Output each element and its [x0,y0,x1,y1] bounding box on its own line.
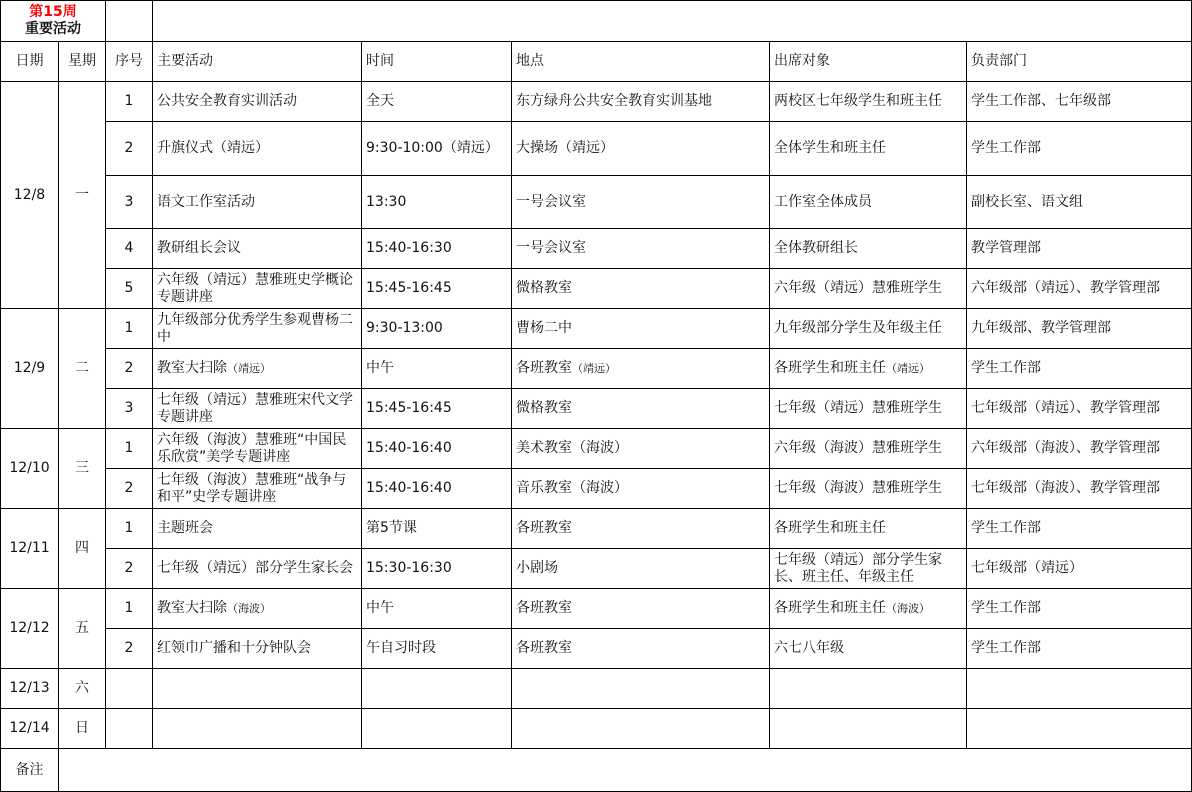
time-text: 午自习时段 [366,640,436,656]
place-text: 微格教室 [516,400,572,416]
place-cell [512,469,770,509]
time-cell [362,122,512,176]
place-text: 音乐教室（海波） [516,480,628,496]
activity-cell [153,469,362,509]
attendees-cell [770,429,967,469]
attendees-cell [770,82,967,122]
time-cell [362,509,512,549]
place-cell [512,429,770,469]
date-cell: 12/9 [1,309,59,429]
number-cell: 1 [106,589,153,629]
place-text: 一号会议室 [516,193,586,210]
weekday-cell: 二 [59,309,106,429]
place-text: 美术教室（海波） [516,440,628,456]
activity-cell [153,269,362,309]
time-text: 13:30 [366,193,407,210]
date-cell: 12/14 [1,709,59,749]
attendees-cell [770,669,967,709]
table-row [1,82,1192,122]
header-date: 日期 [1,42,59,82]
attendees-text: 工作室全体成员 [774,193,872,210]
attendees-cell [770,309,967,349]
dept-text: 学生工作部 [971,520,1041,536]
dept-text: 六年级部（海波）、教学管理部 [971,440,1160,456]
number-cell: 4 [106,229,153,269]
time-cell [362,269,512,309]
place-cell [512,509,770,549]
attendees-text: 两校区七年级学生和班主任 [774,93,942,109]
activity-text: 升旗仪式（靖远） [157,140,269,156]
number-cell: 2 [106,122,153,176]
remarks-value [59,749,1192,792]
activity-cell [153,429,362,469]
place-cell [512,389,770,429]
dept-cell [967,549,1192,589]
table-row [1,269,1192,309]
attendees-text: 九年级部分学生及年级主任 [774,320,942,336]
place-text: 大操场（靖远） [516,140,614,156]
time-cell [362,82,512,122]
table-row [1,549,1192,589]
table-row [1,229,1192,269]
time-cell [362,549,512,589]
place-cell [512,269,770,309]
attendees-text: 六年级（海波）慧雅班学生 [774,440,942,456]
place-text: 各班教室 [516,360,572,376]
title-row [1,1,1192,42]
place-cell [512,589,770,629]
dept-cell [967,509,1192,549]
header-time: 时间 [362,42,512,82]
attendees-cell [770,349,967,389]
weekday-cell: 四 [59,509,106,589]
time-cell [362,709,512,749]
activity-text: 主题班会 [157,520,213,536]
dept-text: 学生工作部 [971,360,1041,376]
place-cell [512,629,770,669]
activity-cell [153,229,362,269]
attendees-text: 全体教研组长 [774,240,858,256]
date-cell: 12/8 [1,82,59,309]
table-row [1,589,1192,629]
attendees-text: 七年级（靖远）部分学生家长、班主任、年级主任 [774,551,942,585]
number-cell: 2 [106,349,153,389]
activity-cell [153,509,362,549]
activity-text: 七年级（靖远）部分学生家长会 [157,560,353,576]
activity-text: 教研组长会议 [157,240,241,256]
place-cell [512,176,770,229]
time-text: 9:30-13:00 [366,320,443,336]
table-row [1,349,1192,389]
weekday-cell: 六 [59,669,106,709]
number-cell: 2 [106,629,153,669]
time-cell [362,229,512,269]
time-cell [362,469,512,509]
dept-text: 九年级部、教学管理部 [971,320,1111,336]
attendees-cell [770,509,967,549]
activity-cell [153,549,362,589]
number-cell [106,709,153,749]
activity-cell [153,122,362,176]
dept-text: 学生工作部 [971,600,1041,616]
place-text: 小剧场 [516,560,558,576]
activity-cell [153,709,362,749]
time-text: 15:45-16:45 [366,400,452,416]
activity-text: 教室大扫除 [157,600,227,616]
dept-cell [967,229,1192,269]
dept-cell [967,669,1192,709]
table-title: 重要活动 [25,21,81,37]
attendees-note: （海波） [886,602,930,615]
dept-text: 学生工作部 [971,140,1041,156]
time-text: 15:40-16:30 [366,240,452,256]
dept-text: 七年级部（靖远） [971,560,1083,576]
header-attendees: 出席对象 [770,42,967,82]
header-number: 序号 [106,42,153,82]
place-cell [512,709,770,749]
table-row [1,469,1192,509]
activity-cell [153,349,362,389]
dept-cell [967,709,1192,749]
attendees-cell [770,589,967,629]
attendees-text: 各班学生和班主任 [774,360,886,376]
weekday-cell: 三 [59,429,106,509]
remarks-row [1,749,1192,792]
dept-text: 七年级部（靖远）、教学管理部 [971,400,1160,416]
attendees-note: （靖远） [886,362,930,375]
dept-cell [967,469,1192,509]
number-cell: 3 [106,389,153,429]
dept-cell [967,629,1192,669]
header-activity: 主要活动 [153,42,362,82]
header-place: 地点 [512,42,770,82]
time-text: 全天 [366,93,394,109]
table-row [1,389,1192,429]
time-cell [362,176,512,229]
table-row [1,509,1192,549]
place-text: 东方绿舟公共安全教育实训基地 [516,93,712,109]
place-note: （靖远） [572,362,616,375]
activity-text: 红领巾广播和十分钟队会 [157,640,311,656]
place-text: 各班教室 [516,640,572,656]
number-cell [106,669,153,709]
dept-cell [967,429,1192,469]
time-text: 9:30-10:00（靖远） [366,140,499,156]
place-text: 各班教室 [516,600,572,616]
table-row [1,309,1192,349]
attendees-cell [770,469,967,509]
place-text: 微格教室 [516,280,572,296]
activity-note: （海波） [227,602,271,615]
header-weekday: 星期 [59,42,106,82]
place-cell [512,122,770,176]
dept-cell [967,82,1192,122]
place-cell [512,82,770,122]
date-cell: 12/10 [1,429,59,509]
activity-cell [153,176,362,229]
remarks-label: 备注 [1,749,59,792]
activity-cell [153,82,362,122]
activity-cell [153,629,362,669]
table-row [1,669,1192,709]
dept-cell [967,269,1192,309]
activity-note: （靖远） [227,362,271,375]
activity-cell [153,589,362,629]
table-row [1,709,1192,749]
place-cell [512,229,770,269]
attendees-cell [770,549,967,589]
activity-text: 公共安全教育实训活动 [157,93,297,109]
time-text: 15:30-16:30 [366,560,452,576]
attendees-text: 七年级（海波）慧雅班学生 [774,480,942,496]
dept-text: 学生工作部、七年级部 [971,93,1111,109]
time-cell [362,349,512,389]
number-cell: 2 [106,549,153,589]
attendees-cell [770,122,967,176]
attendees-cell [770,629,967,669]
activity-cell [153,389,362,429]
table-row [1,122,1192,176]
date-cell: 12/12 [1,589,59,669]
number-cell: 1 [106,309,153,349]
time-cell [362,309,512,349]
activity-text: 六年级（靖远）慧雅班史学概论专题讲座 [157,271,353,305]
time-cell [362,629,512,669]
week-title-cell [1,1,106,42]
attendees-text: 六年级（靖远）慧雅班学生 [774,280,942,296]
number-cell: 1 [106,509,153,549]
time-cell [362,389,512,429]
date-cell: 12/11 [1,509,59,589]
table-row [1,429,1192,469]
dept-cell [967,122,1192,176]
dept-text: 副校长室、语文组 [971,193,1083,210]
empty-cell [106,1,153,42]
activity-text: 语文工作室活动 [157,193,255,210]
place-cell [512,309,770,349]
place-cell [512,669,770,709]
activity-text: 教室大扫除 [157,360,227,376]
dept-text: 学生工作部 [971,640,1041,656]
date-cell: 12/13 [1,669,59,709]
time-cell [362,669,512,709]
number-cell: 3 [106,176,153,229]
header-dept: 负责部门 [967,42,1192,82]
dept-cell [967,389,1192,429]
time-text: 15:40-16:40 [366,440,452,456]
attendees-cell [770,709,967,749]
dept-text: 六年级部（靖远）、教学管理部 [971,280,1160,296]
time-text: 中午 [366,600,394,616]
table-row [1,176,1192,229]
activity-cell [153,669,362,709]
weekday-cell: 一 [59,82,106,309]
empty-cell [153,1,1192,42]
header-row [1,42,1192,82]
place-text: 各班教室 [516,520,572,536]
attendees-text: 全体学生和班主任 [774,140,886,156]
number-cell: 1 [106,429,153,469]
dept-text: 七年级部（海波）、教学管理部 [971,480,1160,496]
attendees-cell [770,389,967,429]
dept-cell [967,176,1192,229]
activity-text: 六年级（海波）慧雅班“中国民乐欣赏”美学专题讲座 [157,431,347,465]
dept-cell [967,349,1192,389]
number-cell: 1 [106,82,153,122]
attendees-cell [770,269,967,309]
place-text: 曹杨二中 [516,320,572,336]
attendees-cell [770,229,967,269]
attendees-cell [770,176,967,229]
place-cell [512,349,770,389]
weekday-cell: 日 [59,709,106,749]
time-text: 15:45-16:45 [366,280,452,296]
activity-text: 九年级部分优秀学生参观曹杨二中 [157,311,353,345]
attendees-text: 七年级（靖远）慧雅班学生 [774,400,942,416]
weekday-cell: 五 [59,589,106,669]
week-label: 第15周 [29,4,77,20]
time-text: 中午 [366,360,394,376]
time-cell [362,589,512,629]
number-cell: 5 [106,269,153,309]
attendees-text: 六七八年级 [774,640,844,656]
time-text: 第5节课 [366,520,417,536]
place-cell [512,549,770,589]
activity-cell [153,309,362,349]
attendees-text: 各班学生和班主任 [774,600,886,616]
attendees-text: 各班学生和班主任 [774,520,886,536]
number-cell: 2 [106,469,153,509]
time-cell [362,429,512,469]
place-text: 一号会议室 [516,240,586,256]
time-text: 15:40-16:40 [366,480,452,496]
activity-text: 七年级（靖远）慧雅班宋代文学专题讲座 [157,391,353,425]
table-row [1,629,1192,669]
dept-text: 教学管理部 [971,240,1041,256]
activity-text: 七年级（海波）慧雅班“战争与和平”史学专题讲座 [157,471,347,505]
dept-cell [967,589,1192,629]
dept-cell [967,309,1192,349]
